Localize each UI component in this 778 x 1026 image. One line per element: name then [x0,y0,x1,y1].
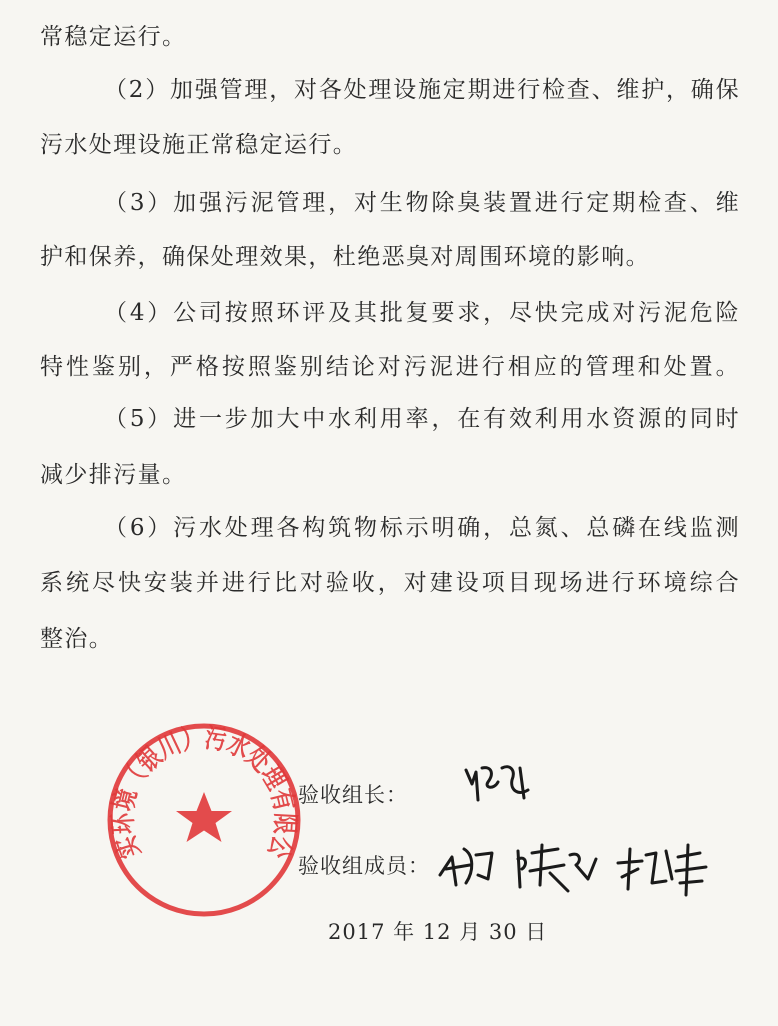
text-line-11: 系统尽快安装并进行比对验收，对建设项目现场进行环境综合 [40,570,740,596]
text-line-1: 常稳定运行。 [40,24,187,50]
text-line-2: （2）加强管理，对各处理设施定期进行检查、维护，确保 [104,77,740,103]
leader-label: 验收组长： [298,783,408,807]
members-signatures [430,835,730,905]
text-line-7: 特性鉴别，严格按照鉴别结论对污泥进行相应的管理和处置。 [40,354,740,380]
star-icon [176,792,232,842]
text-line-12: 整治。 [40,626,114,652]
text-line-10: （6）污水处理各构筑物标示明确，总氮、总磷在线监测 [104,515,740,541]
leader-signature [458,760,548,810]
text-line-5: 护和保养，确保处理效果，杜绝恶臭对周围环境的影响。 [40,244,650,270]
text-line-9: 减少排污量。 [40,462,187,488]
document-date: 2017 年 12 月 30 日 [328,920,548,944]
text-line-8: （5）进一步加大中水利用率，在有效利用水资源的同时 [104,406,740,432]
text-line-4: （3）加强污泥管理，对生物除臭装置进行定期检查、维 [104,190,740,216]
seal-text: 上实环境（银川）污水处理有限公司 [93,696,302,868]
official-seal [93,696,304,920]
members-label: 验收组成员： [298,854,430,878]
text-line-3: 污水处理设施正常稳定运行。 [40,132,358,158]
text-line-6: （4）公司按照环评及其批复要求，尽快完成对污泥危险 [104,300,740,326]
